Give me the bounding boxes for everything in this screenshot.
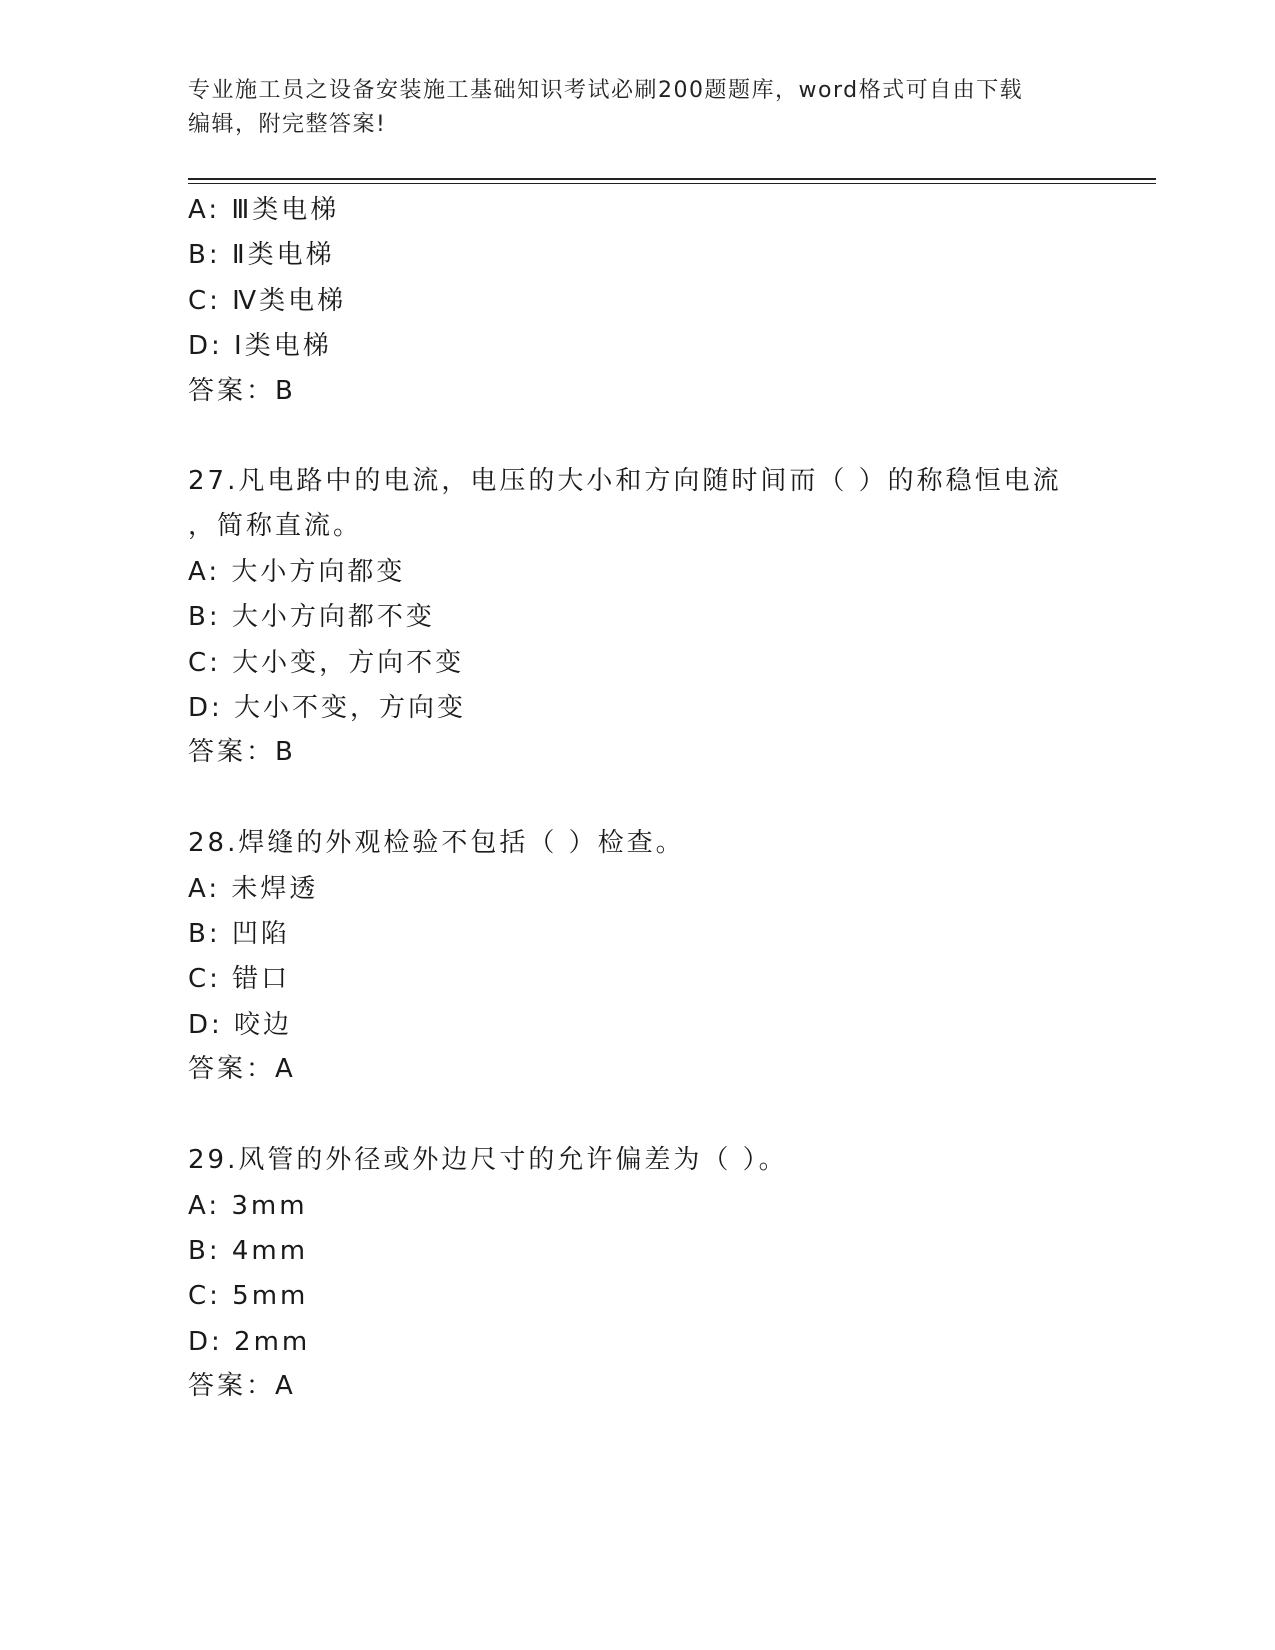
header-divider-thick — [188, 178, 1156, 180]
header-divider-thin — [188, 183, 1156, 184]
q29-option-d: D: 2mm — [188, 1327, 311, 1357]
q27-option-d: D: 大小不变，方向变 — [188, 693, 467, 723]
q29-option-b: B: 4mm — [188, 1236, 309, 1266]
q28-option-b: B: 凹陷 — [188, 919, 290, 949]
q27-option-c: C: 大小变，方向不变 — [188, 648, 465, 678]
q28-option-c: C: 错口 — [188, 964, 291, 994]
document-header — [188, 74, 1088, 142]
q26-option-b: B: Ⅱ类电梯 — [188, 240, 335, 270]
q28-option-a: A: 未焊透 — [188, 874, 319, 904]
q26-option-a: A: Ⅲ类电梯 — [188, 195, 340, 225]
q26-answer: 答案：B — [188, 376, 296, 406]
q27-option-a: A: 大小方向都变 — [188, 557, 406, 587]
q28-stem: 28.焊缝的外观检验不包括（ ）检查。 — [188, 828, 685, 858]
q27-stem-line-2: ，简称直流。 — [188, 511, 363, 541]
q29-option-c: C: 5mm — [188, 1281, 309, 1311]
q28-answer: 答案：A — [188, 1054, 296, 1084]
q27-stem-line-1: 27.凡电路中的电流，电压的大小和方向随时间而（ ）的称稳恒电流 — [188, 466, 1062, 496]
q29-answer: 答案：A — [188, 1371, 296, 1401]
q27-answer: 答案：B — [188, 737, 296, 767]
q29-stem: 29.风管的外径或外边尺寸的允许偏差为（ ）。 — [188, 1145, 788, 1175]
q26-option-d: D: Ⅰ类电梯 — [188, 331, 332, 361]
q28-option-d: D: 咬边 — [188, 1010, 293, 1040]
header-line-1: 专业施工员之设备安装施工基础知识考试必刷200题题库，word格式可自由下载 — [188, 78, 1024, 103]
q29-option-a: A: 3mm — [188, 1191, 308, 1221]
q26-option-c: C: Ⅳ类电梯 — [188, 286, 347, 316]
header-line-2: 编辑，附完整答案! — [188, 112, 387, 137]
q27-option-b: B: 大小方向都不变 — [188, 602, 435, 632]
